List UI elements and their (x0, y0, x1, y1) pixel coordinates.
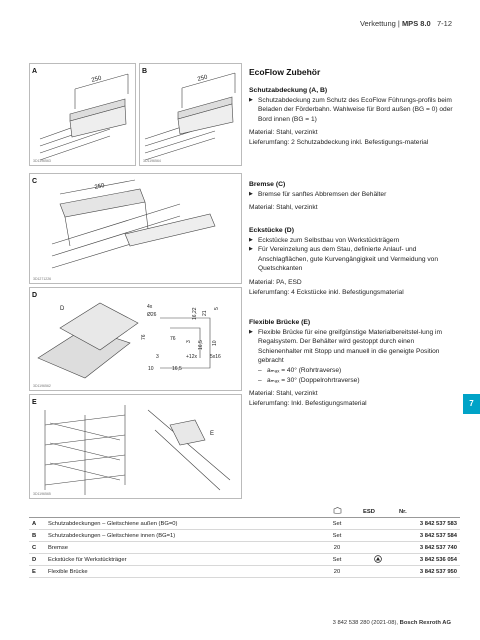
figure-a-letter: A (32, 68, 38, 75)
figure-d-dim-5: 76 (170, 336, 176, 342)
header-page: 7-12 (436, 19, 452, 28)
table-header-row (29, 506, 460, 518)
row-nr: 3 842 537 583 (396, 518, 460, 530)
figure-d-callout: D (60, 306, 65, 312)
bullet-item: ▶ Für Vereinzelung aus dem Stau, definierte Anlauf- und Anschlagflächen, gute Kurvengängigkeit und Vermeidung von Quetschkanten (249, 245, 459, 274)
table-row (29, 530, 460, 542)
row-nr: 3 842 537 584 (396, 530, 460, 542)
figure-d-dim-14: 76 (141, 334, 147, 340)
figure-b-letter: B (142, 68, 148, 75)
figure-c-letter: C (32, 178, 38, 185)
chapter-tab: 7 (463, 394, 480, 414)
figure-e-letter: E (32, 399, 37, 406)
row-letter: E (29, 566, 45, 578)
figure-a-id: 3D1196563 (33, 159, 51, 163)
delivery-text: Lieferumfang: 2 Schutzabdeckung inkl. Befestigungs-material (249, 138, 429, 146)
material-text: Material: Stahl, verzinkt (249, 204, 318, 212)
figure-b-dim: 250 (196, 74, 209, 83)
row-desc: Bremse (45, 542, 314, 554)
row-esd (360, 518, 396, 530)
esd-icon (374, 555, 382, 563)
figure-d-dim-6: 3 (186, 340, 192, 343)
row-qty: 20 (314, 566, 360, 578)
row-letter: B (29, 530, 45, 542)
bullet-item: ▶ Eckstücke zum Selbstbau von Werkstückträgern (249, 236, 459, 246)
row-esd (360, 566, 396, 578)
figure-d-dim-10: 5x16 (210, 354, 221, 360)
section-eckstuecke (249, 226, 459, 297)
page-header (360, 19, 452, 28)
figure-d-dim-4: 5 (214, 307, 220, 310)
row-desc: Eckstücke für Werkstückträger (45, 554, 314, 566)
figure-d-dim-0: 4x (147, 304, 153, 310)
figure-b (139, 63, 242, 166)
package-icon (314, 506, 360, 518)
figure-d-dim-9: +12x (186, 354, 197, 360)
figure-a (29, 63, 136, 166)
row-letter: A (29, 518, 45, 530)
figure-c-dim: 250 (94, 183, 106, 191)
dash-item: – aₘₐₓ = 30° (Doppelrohrtraverse) (249, 376, 459, 386)
figure-d-letter: D (32, 292, 38, 299)
row-letter: D (29, 554, 45, 566)
section-heading: Bremse (C) (249, 181, 286, 188)
header-section: Verkettung | (359, 19, 400, 28)
section-heading: Flexible Brücke (E) (249, 319, 311, 326)
bullet-item: ▶ Schutzabdeckung zum Schutz des EcoFlow Führungs-profils beim Beladen der Förderbahn. Wahlweise für Bord außen (BG = 0) oder Bord innen (BG = 1) (249, 96, 459, 125)
esd-header: ESD (360, 506, 396, 518)
figure-b-drawing (140, 64, 243, 167)
figure-a-dim: 250 (90, 75, 103, 84)
figure-d-drawing (30, 288, 243, 392)
row-qty: Set (314, 518, 360, 530)
material-text: Material: Stahl, verzinkt (249, 129, 318, 137)
figure-d-dim-2: 16,22 (192, 307, 198, 320)
figure-d (29, 287, 242, 391)
delivery-text: Lieferumfang: Inkl. Befestigungsmaterial (249, 399, 367, 407)
figure-c-drawing (30, 174, 243, 285)
row-qty: Set (314, 530, 360, 542)
figure-d-dim-7: 16,5 (198, 340, 204, 350)
table-row (29, 518, 460, 530)
figure-e (29, 394, 242, 499)
delivery-text: Lieferumfang: 4 Eckstücke inkl. Befestigungsmaterial (249, 288, 404, 296)
section-heading: Schutzabdeckung (A, B) (249, 87, 328, 94)
row-qty: Set (314, 554, 360, 566)
row-esd (360, 554, 396, 566)
row-nr: 3 842 536 054 (396, 554, 460, 566)
row-letter: C (29, 542, 45, 554)
bullet-item: ▶ Bremse für sanftes Abbremsen der Behälter (249, 190, 459, 200)
figure-c-id: 3D1271226 (33, 277, 52, 281)
row-nr: 3 842 537 950 (396, 566, 460, 578)
figure-a-drawing (30, 64, 137, 167)
table-row (29, 542, 460, 554)
row-esd (360, 542, 396, 554)
page-title: EcoFlow Zubehör (249, 67, 321, 77)
row-desc: Flexible Brücke (45, 566, 314, 578)
figure-e-id: 3D1196565 (33, 492, 51, 496)
table-row (29, 554, 460, 566)
figure-d-dim-1: Ø26 (147, 312, 157, 318)
figure-e-drawing (30, 395, 243, 500)
section-heading: Eckstücke (D) (249, 227, 294, 234)
section-flexible-bruecke (249, 318, 459, 408)
figure-d-dim-8: 10 (212, 340, 218, 346)
figure-b-id: 3D1196564 (143, 159, 161, 163)
figure-e-callout: E (210, 431, 215, 437)
figure-d-dim-13: 16,5 (172, 366, 182, 372)
row-desc: Schutzabdeckungen – Gleitschiene außen (BG=0) (45, 518, 314, 530)
material-text: Material: Stahl, verzinkt (249, 390, 318, 398)
header-product: MPS 8.0 (401, 19, 431, 28)
order-table (29, 506, 460, 578)
footer-brand: Bosch Rexroth AG (399, 620, 451, 626)
figure-c (29, 173, 242, 284)
section-schutzabdeckung (249, 86, 459, 148)
figure-d-id: 3D1196562 (33, 384, 51, 388)
nr-header: Nr. (396, 506, 460, 518)
page-footer (333, 620, 451, 626)
bullet-item: ▶ Flexible Brücke für eine greifgünstige Materialbereitstel-lung im Regalsystem. Der Behälter wird gestoppt durch einen Schienenhalter mit Stopp und manuell in die geneigte Position gebracht (249, 328, 459, 366)
figure-d-dim-12: 10 (148, 366, 154, 372)
table-row (29, 566, 460, 578)
footer-code: 3 842 538 280 (2021-08), (332, 620, 399, 626)
row-desc: Schutzabdeckungen – Gleitschiene innen (BG=1) (45, 530, 314, 542)
row-qty: 20 (314, 542, 360, 554)
row-esd (360, 530, 396, 542)
row-nr: 3 842 537 740 (396, 542, 460, 554)
dash-item: – aₘₐₓ = 40° (Rohrtraverse) (249, 366, 459, 376)
material-text: Material: PA, ESD (249, 278, 302, 286)
figure-d-dim-11: 3 (156, 354, 159, 360)
figure-d-dim-3: 21 (202, 310, 208, 316)
section-bremse (249, 180, 459, 213)
